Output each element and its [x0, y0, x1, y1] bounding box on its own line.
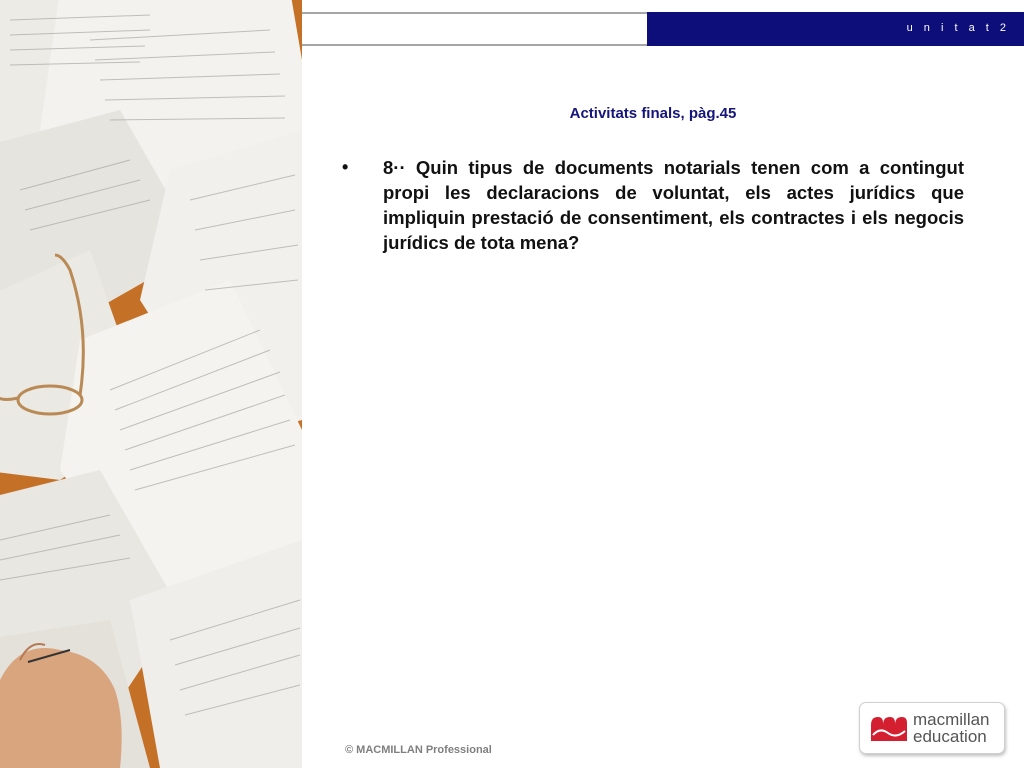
macmillan-logo-icon: [870, 713, 908, 743]
header-bar: [302, 12, 1024, 46]
logo-wordmark-line2: education: [913, 727, 987, 746]
unit-label: u n i t a t 2: [906, 22, 1010, 34]
bullet-marker: •: [342, 157, 349, 177]
logo-wordmark-line1: macmillan: [913, 710, 990, 729]
header-white-strip: [302, 12, 647, 46]
header-navy-strip: [647, 12, 1024, 46]
question-block: [342, 155, 964, 255]
papers-glasses-hand-illustration: [0, 0, 302, 768]
question-text: 8·· Quin tipus de documents notarials tenen com a contingut propi les declaracions de voluntat, els actes jurídics que impliquin prestació de consentiment, els contractes i els negocis jurídics de tota mena?: [383, 157, 964, 253]
decorative-photo-panel: [0, 0, 302, 768]
section-title: Activitats finals, pàg.45: [569, 105, 737, 122]
macmillan-education-logo: [859, 702, 1005, 754]
copyright-text: © MACMILLAN Professional: [345, 744, 492, 756]
